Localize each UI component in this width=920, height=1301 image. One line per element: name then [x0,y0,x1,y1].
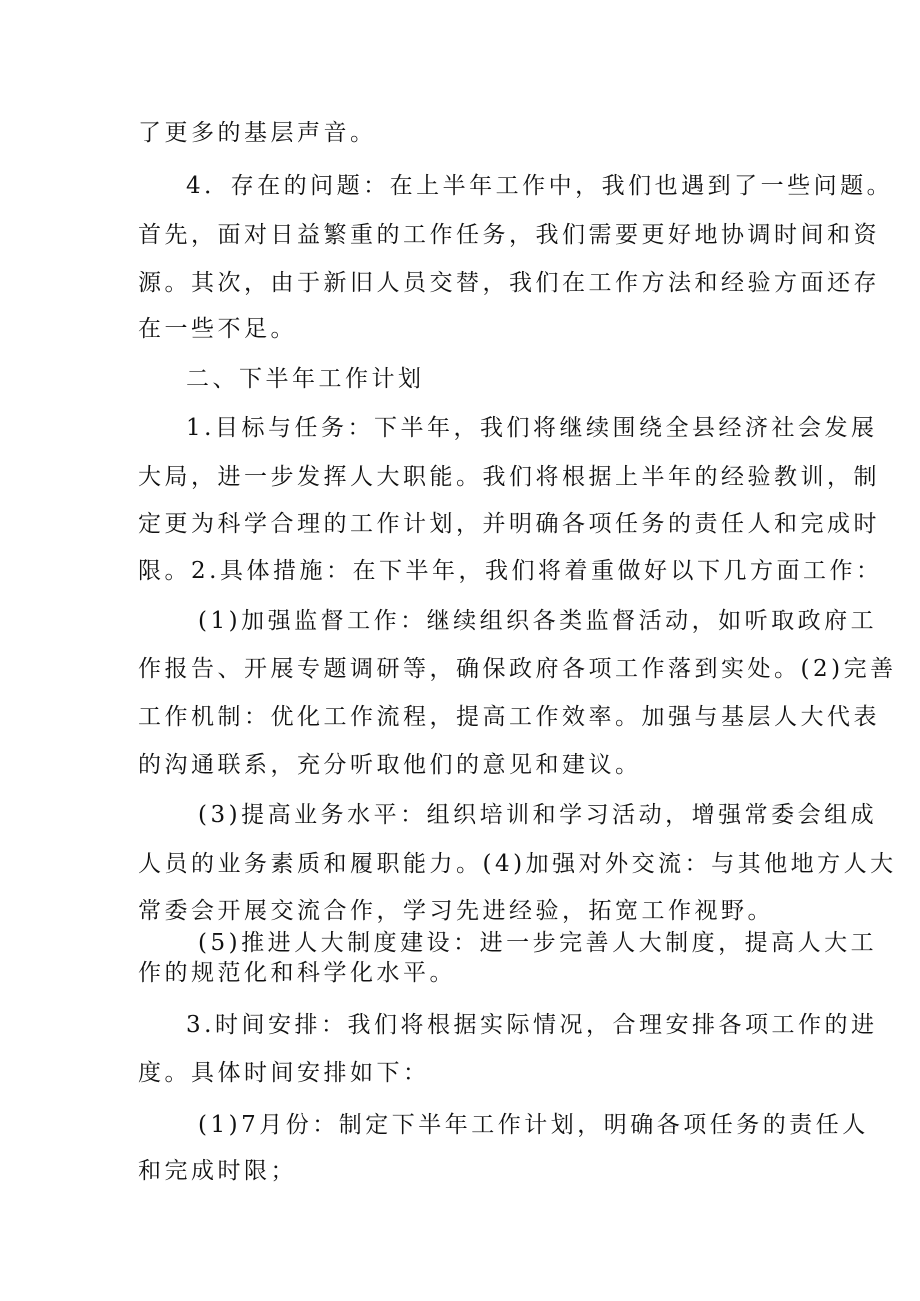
text-line: (5)推进人大制度建设：进一步完善人大制度，提高人大工 [198,930,878,956]
text-line: (1)加强监督工作：继续组织各类监督活动，如听取政府工 [198,608,878,634]
text-line: 大局，进一步发挥人大职能。我们将根据上半年的经验教训，制 [138,464,880,490]
text-line: 在一些不足。 [138,316,297,342]
text-line: 和完成时限； [138,1158,297,1184]
text-line: 工作机制：优化工作流程，提高工作效率。加强与基层人大代表 [138,704,880,730]
text-line: 人员的业务素质和履职能力。(4)加强对外交流：与其他地方人大 [138,851,897,877]
text-line: 常委会开展交流合作，学习先进经验，拓宽工作视野。 [138,898,774,924]
text-line: 度。具体时间安排如下： [138,1060,430,1086]
text-line: 首先，面对日益繁重的工作任务，我们需要更好地协调时间和资 [138,222,880,248]
text-line: 定更为科学合理的工作计划，并明确各项任务的责任人和完成时 [138,511,880,537]
text-line: 作的规范化和科学化水平。 [138,960,456,986]
text-line: 1.目标与任务：下半年，我们将继续围绕全县经济社会发展 [186,415,878,441]
text-line: 了更多的基层声音。 [138,120,377,146]
text-line: 限。2.具体措施：在下半年，我们将着重做好以下几方面工作： [138,558,883,584]
text-line: (1)7月份：制定下半年工作计划，明确各项任务的责任人 [198,1112,869,1138]
text-line: 作报告、开展专题调研等，确保政府各项工作落到实处。(2)完善 [138,656,897,682]
text-line: 的沟通联系，充分听取他们的意见和建议。 [138,752,642,778]
text-line: 4．存在的问题：在上半年工作中，我们也遇到了一些问题。 [186,173,894,199]
text-line: 源。其次，由于新旧人员交替，我们在工作方法和经验方面还存 [138,270,880,296]
section-heading: 二、下半年工作计划 [186,366,425,392]
text-line: 3.时间安排：我们将根据实际情况，合理安排各项工作的进 [186,1012,878,1038]
text-line: (3)提高业务水平：组织培训和学习活动，增强常委会组成 [198,802,878,828]
